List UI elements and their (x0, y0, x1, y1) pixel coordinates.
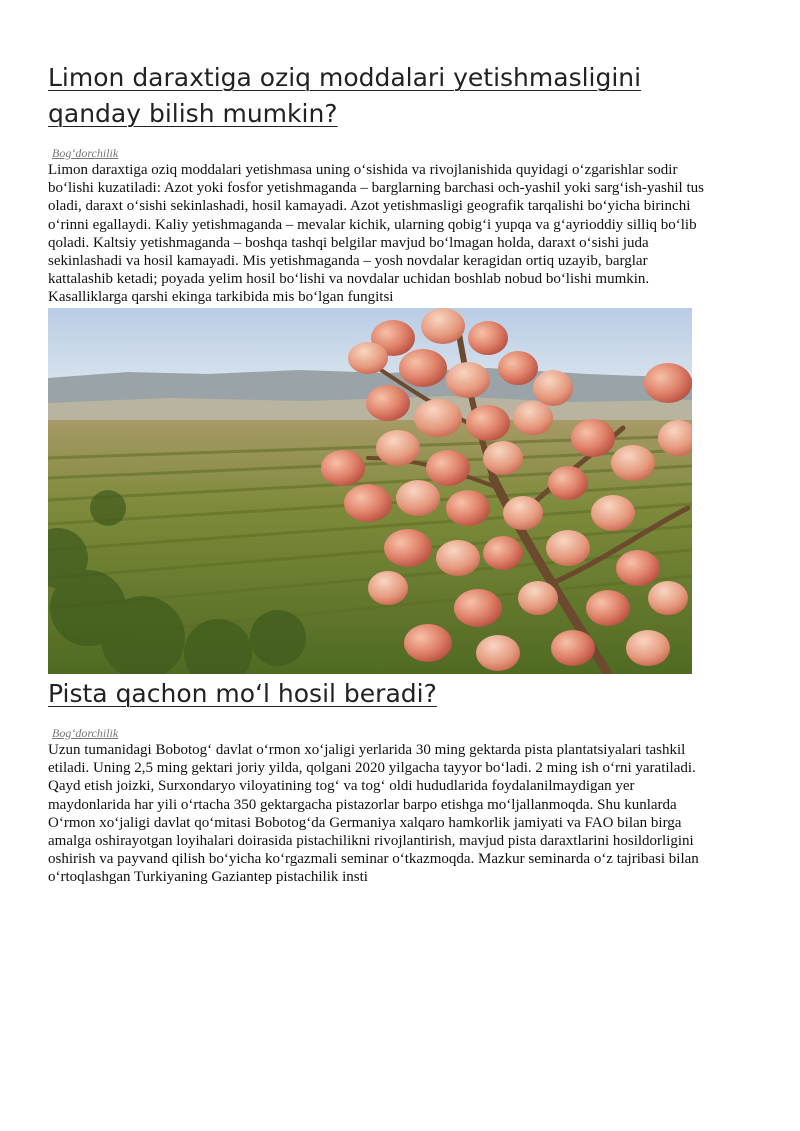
article-body-lemon: Limon daraxtiga oziq moddalari yetishmasa uning o‘sishida va rivojlanishida quyidagi o‘zgarishlar sodir bo‘lishi kuzatiladi: Azot yoki fosfor yetishmaganda – barglarning barchasi och-yashil yoki sarg‘ish-yashil tus oladi, daraxt o‘sishi sekinlashadi, hosil kamayadi. Azot yetishmasligi geografik tarqalishi bo‘yicha birinchi o‘rinni egallaydi. Kaliy yetishmaganda – mevalar kichik, ularning qobig‘i yupqa va g‘ayrioddiy silliq bo‘lib qoladi. Kaltsiy yetishmaganda – boshqa tashqi belgilar mavjud bo‘lmagan holda, daraxt o‘sishi juda sekinlashadi va hosil kamayadi. Mis yetishmaganda – yosh novdalar keragidan ortiq uzayib, barglar kattalashib ketadi; poyada yelim hosil bo‘lishi va novdalar uchidan boshlab nobud bo‘lishi mumkin. Kasalliklarga qarshi ekinga tarkibida mis bo‘lgan fungitsi (48, 162, 704, 306)
article-title-pistachio[interactable]: Pista qachon mo‘l hosil beradi? (48, 679, 437, 708)
article-category-link-lemon[interactable]: Bog‘dorchilik (52, 146, 119, 160)
article-body-pistachio: Uzun tumanidagi Bobotog‘ davlat o‘rmon xo‘jaligi yerlarida 30 ming gektarda pista plantatsiyalari tashkil etiladi. Uning 2,5 ming gektari joriy yilda, qolgani 2020 yilgacha tayyor bo‘ladi. 2 ming ish o‘rni yaratiladi. Qayd etish joizki, Surxondaryo viloyatining tog‘ va tog‘ oldi hududlarida foydalanilmaydigan yer maydonlarida har yili o‘rtacha 350 gektargacha pistazorlar barpo etishga mo‘ljallanmoqda. Shu kunlarda O‘rmon xo‘jaligi davlat qo‘mitasi Bobotog‘da Germaniya xalqaro hamkorlik jamiyati va FAO bilan birga amalga oshirayotgan loyihalari doirasida pistachilikni rivojlantirish, mavjud pista daraxtlarini hosildorligini oshirish va payvand qilish bo‘yicha ko‘rgazmali seminar o‘tkazmoqda. Mazkur seminarda o‘z tajribasi bilan o‘rtoqlashgan Turkiyaning Gaziantep pistachilik insti (48, 742, 699, 886)
pistachio-photo (48, 308, 692, 674)
article-title-lemon[interactable]: Limon daraxtiga oziq moddalari yetishmasligini qanday bilish mumkin? (48, 63, 642, 128)
article-category-link-pistachio[interactable]: Bog‘dorchilik (52, 726, 119, 740)
